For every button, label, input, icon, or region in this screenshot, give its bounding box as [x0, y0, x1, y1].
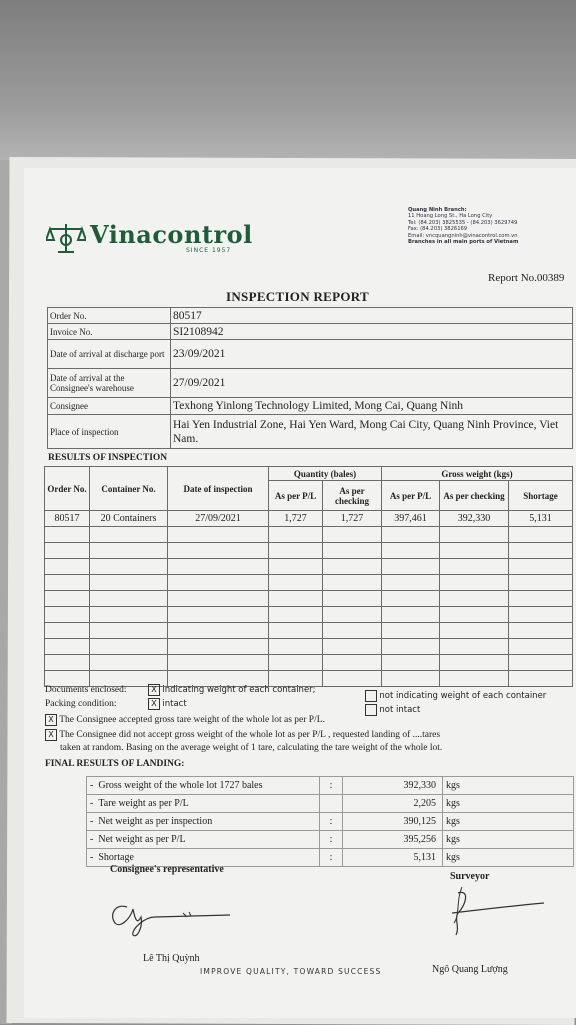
order-no-value: 80517 [171, 308, 573, 324]
slogan: IMPROVE QUALITY, TOWARD SUCCESS [200, 967, 382, 976]
branch-line: Branches in all main ports of Vietnam [408, 239, 519, 246]
col-quantity: Quantity (bales) [269, 467, 382, 481]
final-value: 5,131 [343, 849, 443, 867]
arrival-port-label: Date of arrival at discharge port [48, 340, 171, 369]
background-top [0, 0, 576, 170]
cell-container: 20 Containers [90, 511, 168, 527]
consignee-rep-label: Consignee's representative [110, 864, 224, 875]
branch-line: Tel: (84.203) 3825535 - (84.203) 3629749 [408, 219, 518, 226]
final-label: Net weight as per inspection [98, 816, 213, 827]
info-table [47, 307, 573, 449]
blank-row [45, 543, 573, 559]
row-colon: : [320, 777, 343, 795]
checkbox-accepted[interactable]: X [45, 714, 57, 726]
row-colon [320, 795, 343, 813]
arrival-warehouse-value: 27/09/2021 [171, 369, 573, 398]
checkbox-not-accepted[interactable]: X [45, 729, 57, 741]
final-unit: kgs [443, 813, 574, 831]
row-colon: : [320, 831, 343, 849]
cell-qty-checking: 1,727 [323, 511, 382, 527]
company-logo [46, 220, 253, 260]
blank-row [45, 527, 573, 543]
blank-row [45, 639, 573, 655]
final-label: Shortage [98, 852, 134, 863]
documents-label: Documents enclosed: [45, 685, 127, 696]
blank-row [45, 591, 573, 607]
row-colon: : [320, 849, 343, 867]
final-value: 395,256 [343, 831, 443, 849]
not-accept-line [45, 729, 440, 741]
branch-line: 11 Hoang Long St., Ha Long City [408, 213, 493, 220]
final-row [87, 795, 574, 813]
branch-line: Quang Ninh Branch: [408, 207, 467, 213]
consignee-value: Texhong Yinlong Technology Limited, Mong Cai, Quang Ninh [171, 398, 573, 415]
documents-enclosed [45, 684, 316, 696]
final-unit: kgs [443, 777, 574, 795]
col-gross-weight: Gross weight (kgs) [382, 467, 573, 481]
final-results-table [86, 776, 574, 867]
col-qty-pl: As per P/L [269, 481, 323, 511]
report-number: Report No.00389 [488, 272, 565, 284]
consignee-name: Lê Thị Quỳnh [143, 953, 200, 964]
cell-gw-checking: 392,330 [440, 511, 509, 527]
row-dash: - [90, 780, 94, 791]
accept-line [45, 714, 325, 726]
row-dash: - [90, 798, 94, 809]
not-accept-text-2: taken at random. Basing on the average weight of 1 tare, calculating the tare weight of the whole lot. [60, 743, 443, 753]
final-label: Net weight as per P/L [98, 834, 186, 845]
row-colon: : [320, 813, 343, 831]
place-value: Hai Yen Industrial Zone, Hai Yen Ward, Mong Cai City, Quang Ninh Province, Viet Nam. [171, 415, 573, 449]
option-indicating: indicating weight of each container; [162, 685, 316, 696]
blank-row [45, 607, 573, 623]
col-qty-checking: As per checking [323, 481, 382, 511]
final-value: 392,330 [343, 777, 443, 795]
final-unit: kgs [443, 795, 574, 813]
surveyor-signature [440, 885, 550, 945]
packing-option-2 [365, 704, 420, 716]
blank-row [45, 575, 573, 591]
accept-text: The Consignee accepted gross tare weight of the whole lot as per P/L. [59, 715, 325, 726]
final-label: Gross weight of the whole lot 1727 bales [98, 780, 263, 791]
final-value: 2,205 [343, 795, 443, 813]
col-order-no: Order No. [45, 467, 90, 511]
place-label: Place of inspection [48, 415, 171, 449]
checkbox-indicating[interactable]: X [148, 684, 160, 696]
documents-option-2 [365, 690, 546, 702]
packing-label: Packing condition: [45, 699, 117, 710]
col-gw-pl: As per P/L [382, 481, 440, 511]
option-not-indicating: not indicating weight of each container [379, 691, 547, 702]
option-not-intact: not intact [379, 705, 421, 716]
arrival-port-value: 23/09/2021 [171, 340, 573, 369]
option-intact: intact [162, 699, 187, 710]
not-accept-text: The Consignee did not accept gross weight of the whole lot as per P/L , requested landing of ....tares [59, 730, 441, 741]
branch-line: Fax: (84.203) 3826169 [408, 226, 468, 233]
blank-row [45, 559, 573, 575]
col-container-no: Container No. [90, 467, 168, 511]
surveyor-name: Ngô Quang Lượng [432, 964, 508, 975]
final-label: Tare weight as per P/L [98, 798, 189, 809]
final-results-title: FINAL RESULTS OF LANDING: [45, 759, 185, 769]
final-row [87, 777, 574, 795]
checkbox-not-intact[interactable] [365, 704, 377, 716]
row-dash: - [90, 834, 94, 845]
final-value: 390,125 [343, 813, 443, 831]
col-shortage: Shortage [509, 481, 573, 511]
final-row [87, 813, 574, 831]
invoice-label: Invoice No. [48, 324, 171, 340]
checkbox-not-indicating[interactable] [365, 690, 377, 702]
branch-line: Email: vncquangninh@vinacontrol.com.vn [408, 232, 518, 239]
cell-gw-pl: 397,461 [382, 511, 440, 527]
row-dash: - [90, 852, 94, 863]
order-no-label: Order No. [48, 308, 171, 324]
invoice-value: SI2108942 [171, 324, 573, 340]
col-date: Date of inspection [168, 467, 269, 511]
table-row [45, 511, 573, 527]
cell-qty-pl: 1,727 [269, 511, 323, 527]
cell-date: 27/09/2021 [168, 511, 269, 527]
results-table [44, 466, 573, 687]
col-gw-checking: As per checking [440, 481, 509, 511]
page-title: INSPECTION REPORT [226, 289, 369, 304]
consignee-label: Consignee [48, 398, 171, 415]
blank-row [45, 655, 573, 671]
consignee-signature [105, 895, 235, 940]
scales-icon [46, 220, 86, 256]
final-unit: kgs [443, 831, 574, 849]
surveyor-label: Surveyor [450, 871, 490, 882]
checkbox-intact[interactable]: X [148, 698, 160, 710]
logo-since: SINCE 1957 [186, 247, 232, 254]
results-title: RESULTS OF INSPECTION [48, 453, 168, 463]
branch-address [408, 207, 518, 245]
arrival-warehouse-label: Date of arrival at the Consignee's warehouse [48, 369, 171, 398]
blank-row [45, 623, 573, 639]
cell-order: 80517 [45, 511, 90, 527]
packing-condition [45, 698, 187, 710]
final-unit: kgs [443, 849, 574, 867]
cell-shortage: 5,131 [509, 511, 573, 527]
row-dash: - [90, 816, 94, 827]
logo-text: Vinacontrol [90, 220, 253, 249]
final-row [87, 831, 574, 849]
